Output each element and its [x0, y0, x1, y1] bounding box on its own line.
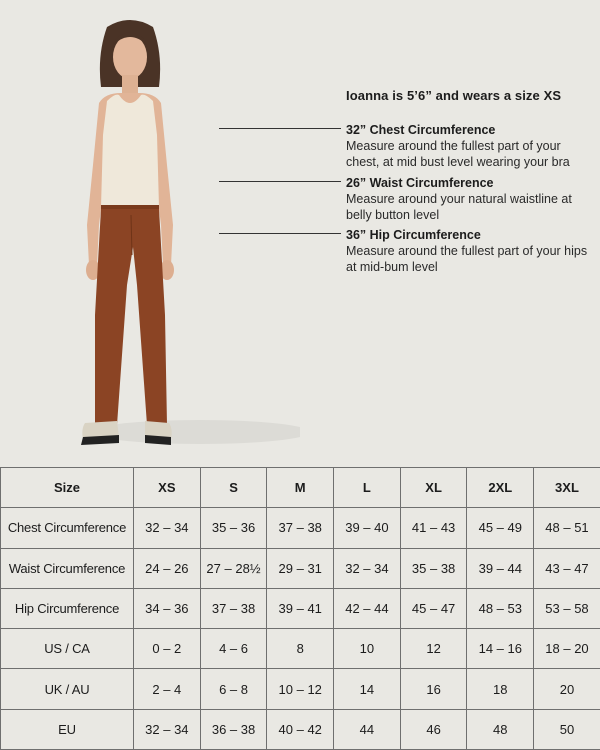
- header-cell: M: [267, 468, 334, 508]
- header-cell: S: [200, 468, 267, 508]
- table-row: [1, 629, 600, 669]
- table-cell: 24 – 26: [134, 548, 201, 588]
- table-cell: 48 – 53: [467, 588, 534, 628]
- table-cell: 41 – 43: [400, 508, 467, 548]
- table-cell: 50: [534, 709, 600, 749]
- row-label: EU: [1, 709, 134, 749]
- row-label: Chest Circumference: [1, 508, 134, 548]
- table-cell: 2 – 4: [134, 669, 201, 709]
- table-row: [1, 709, 600, 749]
- header-cell: XS: [134, 468, 201, 508]
- model-statement: Ioanna is 5’6” and wears a size XS: [346, 88, 562, 103]
- table-cell: 39 – 41: [267, 588, 334, 628]
- chest-measurement-desc-2: chest, at mid bust level wearing your bra: [346, 155, 570, 169]
- table-row: [1, 508, 600, 548]
- table-cell: 37 – 38: [200, 588, 267, 628]
- table-cell: 44: [334, 709, 401, 749]
- table-cell: 45 – 47: [400, 588, 467, 628]
- table-cell: 40 – 42: [267, 709, 334, 749]
- hip-leader-line: [219, 233, 341, 234]
- table-cell: 48 – 51: [534, 508, 600, 548]
- chest-measurement-title: 32” Chest Circumference: [346, 123, 496, 137]
- row-label: Waist Circumference: [1, 548, 134, 588]
- table-cell: 43 – 47: [534, 548, 600, 588]
- header-cell: XL: [400, 468, 467, 508]
- table-cell: 34 – 36: [134, 588, 201, 628]
- table-cell: 20: [534, 669, 600, 709]
- waist-measurement-desc-1: Measure around your natural waistline at: [346, 192, 572, 206]
- chest-leader-line: [219, 128, 341, 129]
- table-cell: 39 – 44: [467, 548, 534, 588]
- table-row: [1, 548, 600, 588]
- row-label: UK / AU: [1, 669, 134, 709]
- waist-measurement: [346, 176, 591, 223]
- header-cell: 2XL: [467, 468, 534, 508]
- header-cell: L: [334, 468, 401, 508]
- table-cell: 45 – 49: [467, 508, 534, 548]
- table-cell: 8: [267, 629, 334, 669]
- chest-measurement-desc-1: Measure around the fullest part of your: [346, 139, 561, 153]
- table-cell: 10: [334, 629, 401, 669]
- waist-leader-line: [219, 181, 341, 182]
- row-label: US / CA: [1, 629, 134, 669]
- hip-measurement: [346, 228, 591, 275]
- table-cell: 46: [400, 709, 467, 749]
- header-cell: Size: [1, 468, 134, 508]
- table-cell: 48: [467, 709, 534, 749]
- table-cell: 35 – 36: [200, 508, 267, 548]
- table-row: [1, 588, 600, 628]
- table-cell: 6 – 8: [200, 669, 267, 709]
- table-cell: 36 – 38: [200, 709, 267, 749]
- table-cell: 53 – 58: [534, 588, 600, 628]
- table-cell: 32 – 34: [134, 508, 201, 548]
- table-cell: 10 – 12: [267, 669, 334, 709]
- table-cell: 16: [400, 669, 467, 709]
- table-header-row: [1, 468, 600, 508]
- table-cell: 18 – 20: [534, 629, 600, 669]
- table-row: [1, 669, 600, 709]
- table-cell: 18: [467, 669, 534, 709]
- table-cell: 12: [400, 629, 467, 669]
- table-cell: 29 – 31: [267, 548, 334, 588]
- model-photo: [55, 15, 205, 455]
- row-label: Hip Circumference: [1, 588, 134, 628]
- header-cell: 3XL: [534, 468, 600, 508]
- table-cell: 37 – 38: [267, 508, 334, 548]
- waist-measurement-desc-2: belly button level: [346, 208, 440, 222]
- table-cell: 0 – 2: [134, 629, 201, 669]
- table-cell: 39 – 40: [334, 508, 401, 548]
- hip-measurement-desc-2: at mid-bum level: [346, 260, 438, 274]
- chest-measurement: [346, 123, 591, 170]
- table-cell: 27 – 28½: [200, 548, 267, 588]
- hip-measurement-desc-1: Measure around the fullest part of your hips: [346, 244, 588, 258]
- table-cell: 14: [334, 669, 401, 709]
- table-cell: 14 – 16: [467, 629, 534, 669]
- table-cell: 32 – 34: [134, 709, 201, 749]
- hip-measurement-title: 36” Hip Circumference: [346, 228, 481, 242]
- waist-measurement-title: 26” Waist Circumference: [346, 176, 494, 190]
- table-cell: 32 – 34: [334, 548, 401, 588]
- table-cell: 35 – 38: [400, 548, 467, 588]
- table-cell: 4 – 6: [200, 629, 267, 669]
- table-cell: 42 – 44: [334, 588, 401, 628]
- size-chart-table: [0, 467, 600, 750]
